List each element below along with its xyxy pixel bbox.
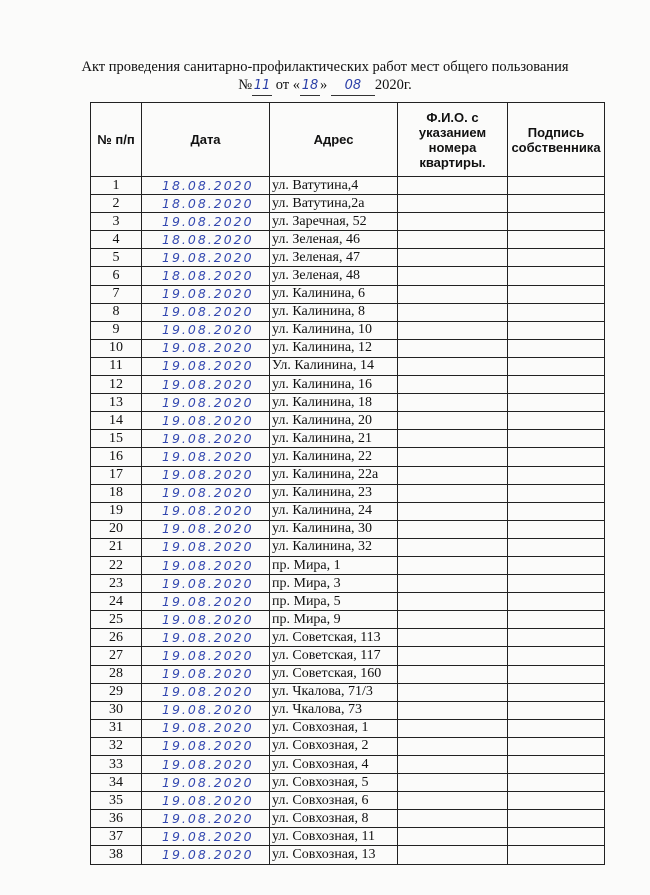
row-signature — [508, 303, 605, 321]
table-row — [91, 195, 605, 213]
row-date: 19.08.2020 — [142, 756, 270, 774]
row-fio — [398, 538, 508, 556]
row-signature — [508, 430, 605, 448]
row-address: ул. Совхозная, 2 — [270, 737, 398, 755]
row-date: 19.08.2020 — [142, 285, 270, 303]
row-date: 19.08.2020 — [142, 647, 270, 665]
table-row — [91, 575, 605, 593]
row-number: 8 — [91, 303, 142, 321]
row-address: пр. Мира, 9 — [270, 611, 398, 629]
records-table — [90, 102, 605, 865]
row-address: ул. Зеленая, 46 — [270, 231, 398, 249]
table-row — [91, 593, 605, 611]
table-row — [91, 683, 605, 701]
row-fio — [398, 195, 508, 213]
num-prefix: № — [238, 77, 253, 93]
row-signature — [508, 846, 605, 864]
row-date: 19.08.2020 — [142, 466, 270, 484]
row-address: ул. Калинина, 23 — [270, 484, 398, 502]
row-fio — [398, 737, 508, 755]
table-row — [91, 213, 605, 231]
row-signature — [508, 249, 605, 267]
row-number: 23 — [91, 575, 142, 593]
row-signature — [508, 665, 605, 683]
row-signature — [508, 683, 605, 701]
row-date: 19.08.2020 — [142, 394, 270, 412]
table-row — [91, 611, 605, 629]
row-fio — [398, 412, 508, 430]
row-fio — [398, 502, 508, 520]
row-fio — [398, 231, 508, 249]
row-address: ул. Совхозная, 11 — [270, 828, 398, 846]
row-fio — [398, 303, 508, 321]
row-number: 21 — [91, 538, 142, 556]
row-number: 35 — [91, 792, 142, 810]
row-number: 30 — [91, 701, 142, 719]
row-date: 19.08.2020 — [142, 629, 270, 647]
row-number: 15 — [91, 430, 142, 448]
row-address: ул. Советская, 113 — [270, 629, 398, 647]
row-signature — [508, 466, 605, 484]
row-date: 19.08.2020 — [142, 792, 270, 810]
row-number: 26 — [91, 629, 142, 647]
table-row — [91, 737, 605, 755]
row-signature — [508, 448, 605, 466]
table-row — [91, 412, 605, 430]
table-row — [91, 665, 605, 683]
row-signature — [508, 502, 605, 520]
row-fio — [398, 249, 508, 267]
row-fio — [398, 321, 508, 339]
row-date: 19.08.2020 — [142, 376, 270, 394]
row-signature — [508, 719, 605, 737]
table-row — [91, 647, 605, 665]
row-fio — [398, 792, 508, 810]
act-number: 11 — [252, 77, 272, 96]
table-row — [91, 629, 605, 647]
row-address: ул. Калинина, 22а — [270, 466, 398, 484]
row-address: ул. Калинина, 21 — [270, 430, 398, 448]
table-row — [91, 357, 605, 375]
row-signature — [508, 376, 605, 394]
row-date: 19.08.2020 — [142, 448, 270, 466]
table-row — [91, 321, 605, 339]
row-signature — [508, 231, 605, 249]
row-address: ул. Калинина, 8 — [270, 303, 398, 321]
row-fio — [398, 665, 508, 683]
row-number: 27 — [91, 647, 142, 665]
table-row — [91, 466, 605, 484]
row-signature — [508, 792, 605, 810]
row-number: 22 — [91, 556, 142, 574]
row-address: ул. Совхозная, 1 — [270, 719, 398, 737]
table-row — [91, 267, 605, 285]
row-date: 19.08.2020 — [142, 357, 270, 375]
row-address: ул. Калинина, 32 — [270, 538, 398, 556]
row-signature — [508, 484, 605, 502]
table-row — [91, 756, 605, 774]
row-address: ул. Калинина, 30 — [270, 520, 398, 538]
row-signature — [508, 267, 605, 285]
row-address: ул. Совхозная, 5 — [270, 774, 398, 792]
row-address: пр. Мира, 1 — [270, 556, 398, 574]
document-title — [0, 58, 650, 93]
row-number: 24 — [91, 593, 142, 611]
row-date: 19.08.2020 — [142, 575, 270, 593]
row-date: 19.08.2020 — [142, 846, 270, 864]
row-number: 7 — [91, 285, 142, 303]
table-row — [91, 520, 605, 538]
row-date: 19.08.2020 — [142, 593, 270, 611]
quote-close: » — [319, 77, 328, 93]
row-address: ул. Чкалова, 73 — [270, 701, 398, 719]
row-date: 19.08.2020 — [142, 719, 270, 737]
row-fio — [398, 756, 508, 774]
row-date: 19.08.2020 — [142, 249, 270, 267]
row-address: ул. Калинина, 18 — [270, 394, 398, 412]
table-row — [91, 719, 605, 737]
row-fio — [398, 448, 508, 466]
row-date: 19.08.2020 — [142, 484, 270, 502]
row-signature — [508, 412, 605, 430]
row-signature — [508, 629, 605, 647]
table-row — [91, 792, 605, 810]
row-number: 16 — [91, 448, 142, 466]
table-row — [91, 484, 605, 502]
row-signature — [508, 213, 605, 231]
row-fio — [398, 629, 508, 647]
row-date: 18.08.2020 — [142, 231, 270, 249]
row-number: 11 — [91, 357, 142, 375]
row-number: 20 — [91, 520, 142, 538]
row-number: 14 — [91, 412, 142, 430]
row-signature — [508, 575, 605, 593]
row-number: 1 — [91, 177, 142, 195]
table-row — [91, 828, 605, 846]
row-fio — [398, 357, 508, 375]
table-row — [91, 538, 605, 556]
row-number: 38 — [91, 846, 142, 864]
row-number: 2 — [91, 195, 142, 213]
row-fio — [398, 177, 508, 195]
row-signature — [508, 285, 605, 303]
table-body — [91, 177, 605, 865]
row-date: 18.08.2020 — [142, 195, 270, 213]
row-fio — [398, 466, 508, 484]
row-signature — [508, 177, 605, 195]
row-fio — [398, 430, 508, 448]
row-address: ул. Советская, 117 — [270, 647, 398, 665]
row-number: 33 — [91, 756, 142, 774]
title-text: Акт проведения санитарно-профилактических работ мест общего пользования — [81, 59, 569, 75]
row-signature — [508, 810, 605, 828]
row-fio — [398, 828, 508, 846]
row-signature — [508, 737, 605, 755]
row-number: 9 — [91, 321, 142, 339]
row-fio — [398, 213, 508, 231]
table-row — [91, 701, 605, 719]
row-number: 32 — [91, 737, 142, 755]
row-fio — [398, 339, 508, 357]
row-signature — [508, 611, 605, 629]
table-row — [91, 177, 605, 195]
row-address: Ул. Калинина, 14 — [270, 357, 398, 375]
row-address: ул. Калинина, 12 — [270, 339, 398, 357]
row-date: 19.08.2020 — [142, 303, 270, 321]
table-row — [91, 376, 605, 394]
table-row — [91, 430, 605, 448]
row-signature — [508, 828, 605, 846]
row-number: 37 — [91, 828, 142, 846]
row-date: 19.08.2020 — [142, 737, 270, 755]
table-row — [91, 556, 605, 574]
row-fio — [398, 810, 508, 828]
row-fio — [398, 701, 508, 719]
row-fio — [398, 593, 508, 611]
row-address: ул. Совхозная, 13 — [270, 846, 398, 864]
row-address: ул. Калинина, 6 — [270, 285, 398, 303]
row-date: 19.08.2020 — [142, 683, 270, 701]
row-address: ул. Советская, 160 — [270, 665, 398, 683]
row-date: 19.08.2020 — [142, 611, 270, 629]
row-signature — [508, 647, 605, 665]
row-fio — [398, 683, 508, 701]
row-fio — [398, 611, 508, 629]
row-fio — [398, 575, 508, 593]
row-date: 19.08.2020 — [142, 828, 270, 846]
row-address: ул. Чкалова, 71/3 — [270, 683, 398, 701]
row-number: 5 — [91, 249, 142, 267]
table-row — [91, 502, 605, 520]
row-number: 29 — [91, 683, 142, 701]
row-fio — [398, 484, 508, 502]
row-address: ул. Калинина, 20 — [270, 412, 398, 430]
table-row — [91, 774, 605, 792]
row-fio — [398, 285, 508, 303]
row-signature — [508, 321, 605, 339]
row-date: 19.08.2020 — [142, 556, 270, 574]
row-date: 19.08.2020 — [142, 520, 270, 538]
table-row — [91, 339, 605, 357]
row-address: пр. Мира, 5 — [270, 593, 398, 611]
row-signature — [508, 756, 605, 774]
row-address: ул. Совхозная, 6 — [270, 792, 398, 810]
row-signature — [508, 774, 605, 792]
table-row — [91, 249, 605, 267]
row-date: 19.08.2020 — [142, 774, 270, 792]
row-number: 6 — [91, 267, 142, 285]
row-number: 18 — [91, 484, 142, 502]
table-row — [91, 448, 605, 466]
row-number: 36 — [91, 810, 142, 828]
row-address: ул. Калинина, 16 — [270, 376, 398, 394]
row-address: ул. Калинина, 24 — [270, 502, 398, 520]
col-header-number: № п/п — [91, 103, 142, 177]
row-number: 12 — [91, 376, 142, 394]
row-address: пр. Мира, 3 — [270, 575, 398, 593]
row-address: ул. Зеленая, 47 — [270, 249, 398, 267]
row-address: ул. Ватутина,4 — [270, 177, 398, 195]
table-row — [91, 810, 605, 828]
row-signature — [508, 593, 605, 611]
row-address: ул. Калинина, 22 — [270, 448, 398, 466]
row-date: 19.08.2020 — [142, 502, 270, 520]
row-date: 19.08.2020 — [142, 430, 270, 448]
row-number: 17 — [91, 466, 142, 484]
row-number: 31 — [91, 719, 142, 737]
table-row — [91, 846, 605, 864]
row-date: 19.08.2020 — [142, 321, 270, 339]
row-number: 19 — [91, 502, 142, 520]
row-address: ул. Калинина, 10 — [270, 321, 398, 339]
row-number: 28 — [91, 665, 142, 683]
row-fio — [398, 394, 508, 412]
act-month: 08 — [331, 77, 375, 96]
row-number: 34 — [91, 774, 142, 792]
row-address: ул. Ватутина,2а — [270, 195, 398, 213]
row-date: 18.08.2020 — [142, 267, 270, 285]
row-address: ул. Совхозная, 8 — [270, 810, 398, 828]
col-header-date: Дата — [142, 103, 270, 177]
row-date: 19.08.2020 — [142, 412, 270, 430]
row-address: ул. Зеленая, 48 — [270, 267, 398, 285]
row-signature — [508, 538, 605, 556]
row-address: ул. Совхозная, 4 — [270, 756, 398, 774]
row-number: 10 — [91, 339, 142, 357]
row-date: 19.08.2020 — [142, 339, 270, 357]
row-signature — [508, 556, 605, 574]
act-number-line — [0, 76, 650, 96]
row-date: 19.08.2020 — [142, 538, 270, 556]
row-signature — [508, 520, 605, 538]
row-signature — [508, 339, 605, 357]
row-fio — [398, 267, 508, 285]
row-date: 18.08.2020 — [142, 177, 270, 195]
col-header-address: Адрес — [270, 103, 398, 177]
from-label: от « — [275, 77, 300, 93]
act-day: 18 — [300, 77, 320, 96]
row-date: 19.08.2020 — [142, 701, 270, 719]
row-address: ул. Заречная, 52 — [270, 213, 398, 231]
row-fio — [398, 647, 508, 665]
row-date: 19.08.2020 — [142, 665, 270, 683]
row-signature — [508, 394, 605, 412]
row-signature — [508, 357, 605, 375]
col-header-fio: Ф.И.О. с указанием номера квартиры. — [398, 103, 508, 177]
table-row — [91, 303, 605, 321]
row-date: 19.08.2020 — [142, 810, 270, 828]
row-signature — [508, 195, 605, 213]
row-number: 25 — [91, 611, 142, 629]
row-number: 3 — [91, 213, 142, 231]
table-row — [91, 285, 605, 303]
col-header-signature: Подпись собственника — [508, 103, 605, 177]
row-number: 4 — [91, 231, 142, 249]
row-fio — [398, 719, 508, 737]
row-date: 19.08.2020 — [142, 213, 270, 231]
row-number: 13 — [91, 394, 142, 412]
table-row — [91, 231, 605, 249]
row-fio — [398, 556, 508, 574]
table-row — [91, 394, 605, 412]
row-fio — [398, 774, 508, 792]
row-signature — [508, 701, 605, 719]
act-year: 2020г. — [374, 77, 412, 93]
row-fio — [398, 846, 508, 864]
row-fio — [398, 376, 508, 394]
row-fio — [398, 520, 508, 538]
table-header-row — [91, 103, 605, 177]
